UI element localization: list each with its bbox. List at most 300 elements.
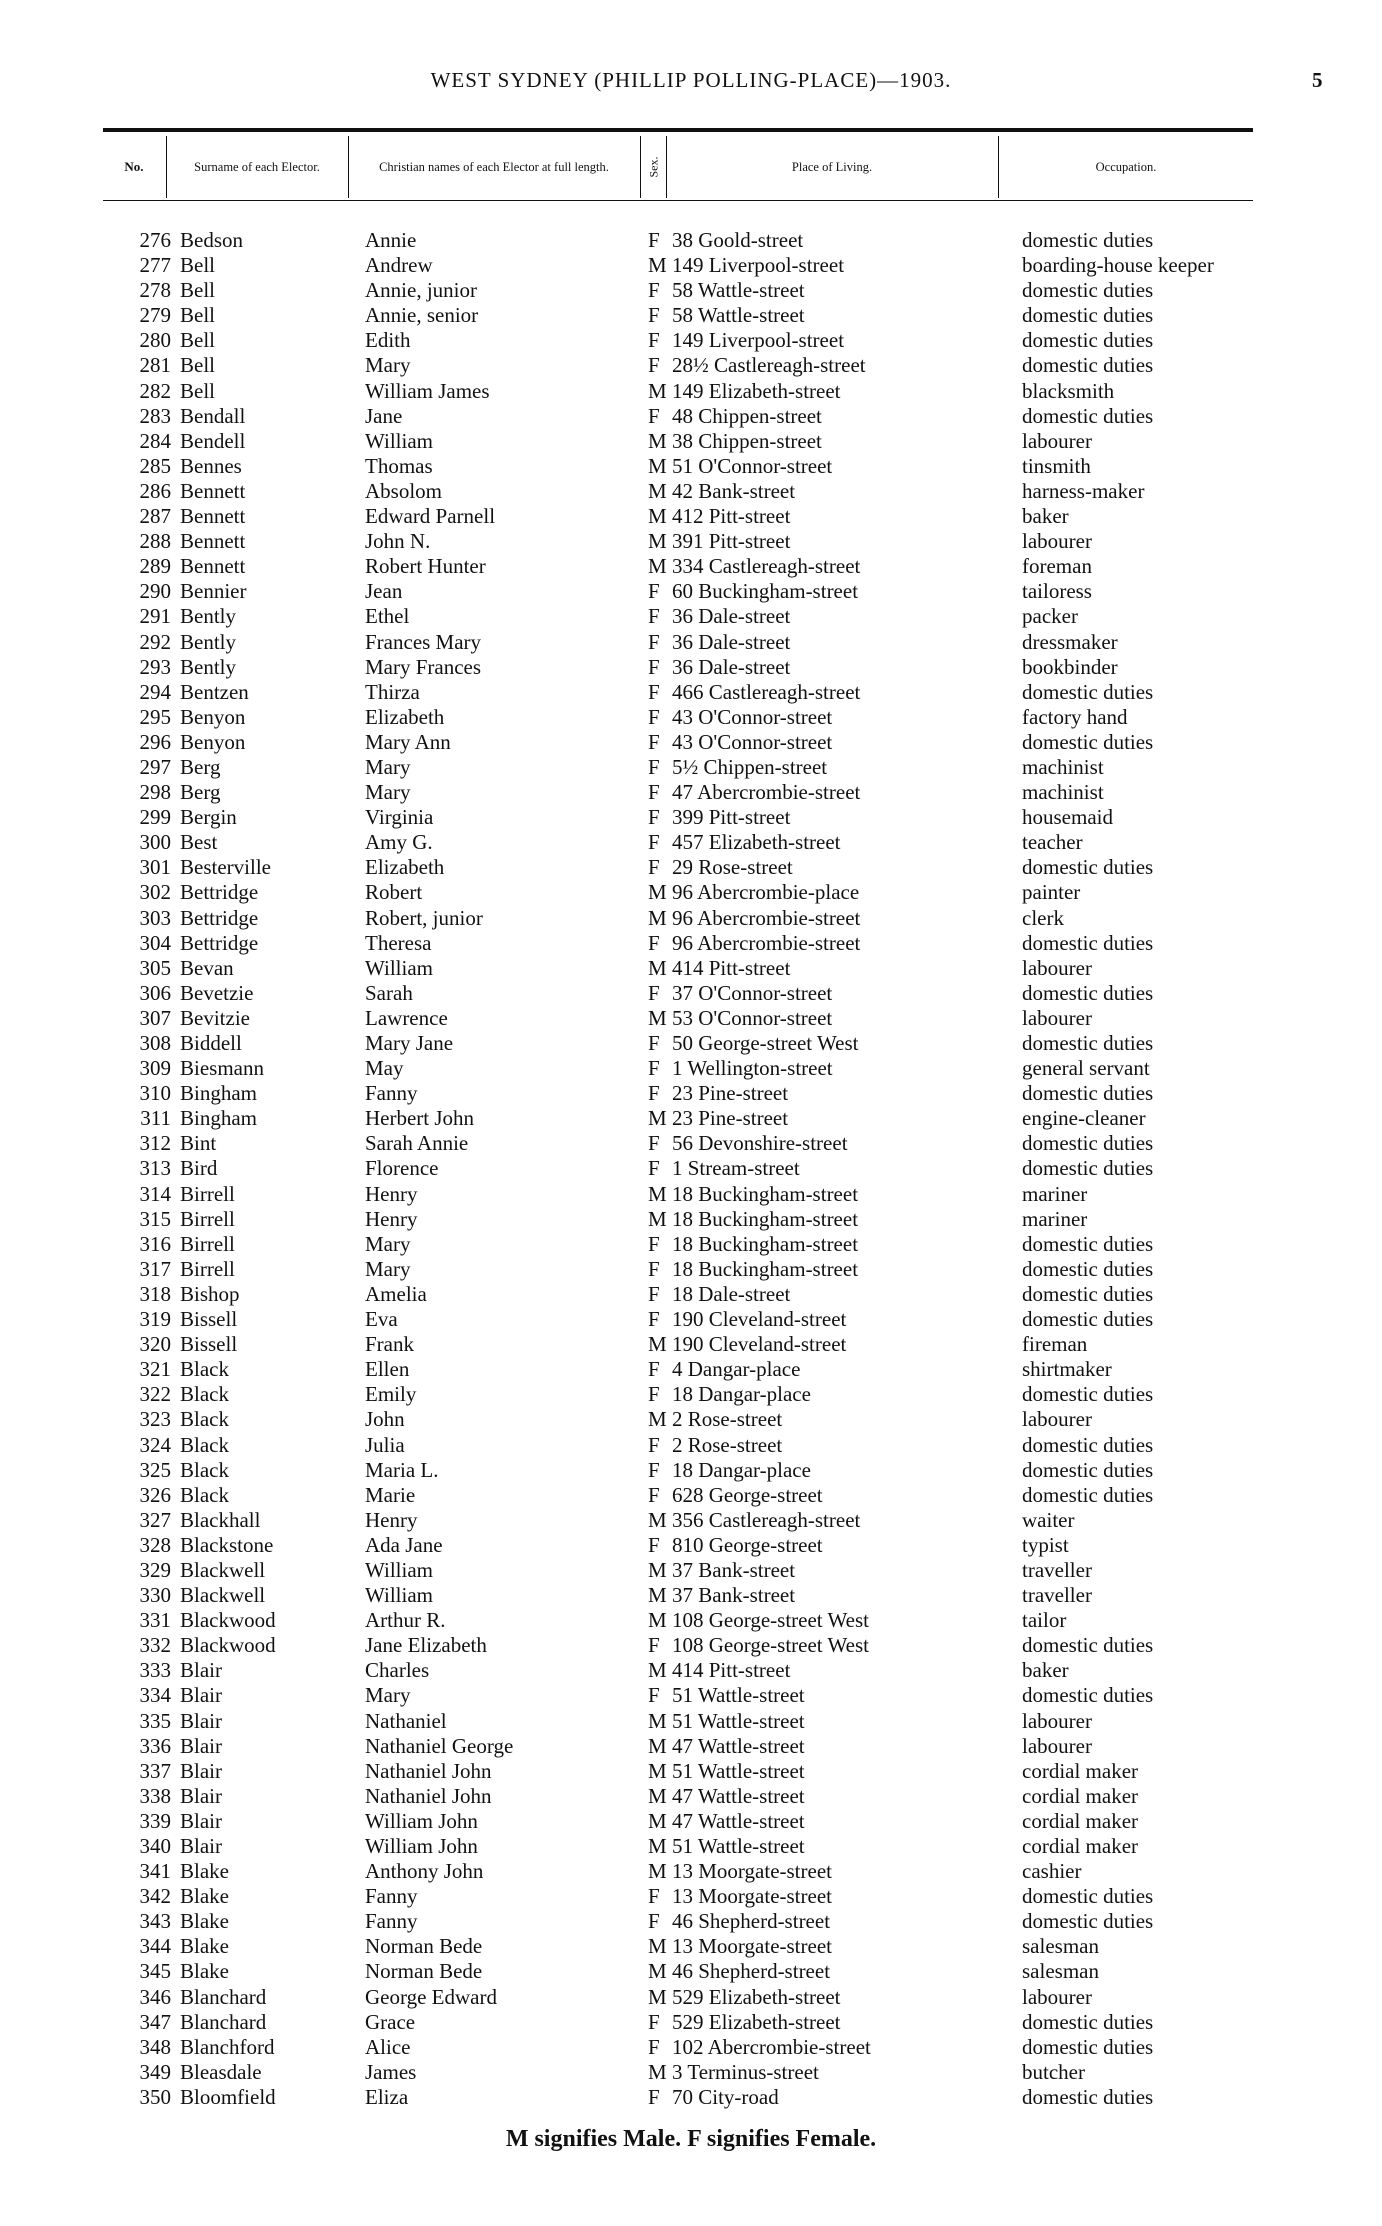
elector-occupation: labourer xyxy=(1022,1407,1092,1432)
elector-place-of-living: 37 O'Connor-street xyxy=(672,980,833,1005)
table-row xyxy=(0,931,1382,956)
table-row xyxy=(0,479,1382,504)
elector-sex: F xyxy=(648,353,660,378)
elector-number: 276 xyxy=(139,228,171,252)
column-header-occupation-label: Occupation. xyxy=(1095,160,1157,174)
table-row xyxy=(0,529,1382,554)
elector-christian-names: Frances Mary xyxy=(365,629,482,654)
elector-surname: Bingham xyxy=(180,1081,257,1106)
elector-surname: Bennes xyxy=(180,453,242,478)
elector-christian-names: William xyxy=(365,428,433,453)
elector-sex: M xyxy=(648,1733,667,1758)
elector-place-of-living: 48 Chippen-street xyxy=(672,403,822,428)
elector-number: 347 xyxy=(139,2009,171,2034)
elector-occupation: baker xyxy=(1022,504,1069,529)
elector-number: 342 xyxy=(139,1884,171,1909)
elector-occupation: general servant xyxy=(1022,1056,1150,1081)
elector-christian-names: Fanny xyxy=(365,1081,418,1106)
elector-place-of-living: 46 Shepherd-street xyxy=(672,1909,831,1934)
elector-place-of-living: 18 Dangar-place xyxy=(672,1382,811,1407)
elector-surname: Bell xyxy=(180,253,215,278)
elector-number: 332 xyxy=(139,1633,171,1658)
elector-christian-names: May xyxy=(365,1056,404,1081)
elector-christian-names: Nathaniel xyxy=(365,1708,447,1733)
elector-christian-names: Mary Jane xyxy=(365,1031,454,1055)
table-row xyxy=(0,1583,1382,1608)
elector-surname: Bennett xyxy=(180,554,246,579)
elector-number: 286 xyxy=(139,478,171,503)
elector-occupation: domestic duties xyxy=(1022,679,1154,704)
table-row xyxy=(0,1809,1382,1834)
elector-number: 326 xyxy=(139,1482,171,1507)
elector-occupation: domestic duties xyxy=(1022,2034,1154,2059)
elector-surname: Bently xyxy=(180,629,236,654)
elector-place-of-living: 190 Cleveland-street xyxy=(672,1307,847,1332)
elector-surname: Bettridge xyxy=(180,880,259,905)
table-row xyxy=(0,1959,1382,1984)
elector-christian-names: Elizabeth xyxy=(365,855,445,880)
elector-surname: Blair xyxy=(180,1733,222,1758)
elector-christian-names: Annie, senior xyxy=(365,303,479,328)
elector-sex: F xyxy=(648,1031,660,1055)
elector-surname: Berg xyxy=(180,780,221,805)
elector-sex: F xyxy=(648,679,660,704)
elector-occupation: cordial maker xyxy=(1022,1834,1139,1858)
elector-number: 350 xyxy=(139,2084,171,2109)
table-row xyxy=(0,1834,1382,1859)
elector-place-of-living: 1 Stream-street xyxy=(672,1156,800,1181)
elector-sex: F xyxy=(648,629,660,654)
elector-surname: Birrell xyxy=(180,1231,235,1256)
elector-place-of-living: 5½ Chippen-street xyxy=(672,754,828,779)
elector-number: 297 xyxy=(139,754,171,779)
elector-sex: M xyxy=(648,253,667,278)
elector-place-of-living: 18 Buckingham-street xyxy=(672,1256,859,1281)
elector-christian-names: Sarah xyxy=(365,980,413,1005)
elector-occupation: housemaid xyxy=(1022,805,1113,830)
elector-christian-names: Maria L. xyxy=(365,1457,439,1482)
table-row xyxy=(0,1934,1382,1959)
elector-occupation: bookbinder xyxy=(1022,654,1118,679)
elector-christian-names: Mary Frances xyxy=(365,654,482,679)
elector-surname: Black xyxy=(180,1357,229,1382)
elector-occupation: domestic duties xyxy=(1022,1482,1154,1507)
column-header-no xyxy=(103,136,165,198)
elector-occupation: engine-cleaner xyxy=(1022,1106,1146,1131)
elector-occupation: domestic duties xyxy=(1022,1131,1154,1156)
elector-place-of-living: 29 Rose-street xyxy=(672,855,793,880)
table-row xyxy=(0,2085,1382,2110)
elector-occupation: machinist xyxy=(1022,780,1104,805)
table-row xyxy=(0,1106,1382,1131)
elector-sex: F xyxy=(648,1382,660,1407)
elector-place-of-living: 51 Wattle-street xyxy=(672,1758,805,1783)
elector-occupation: tailoress xyxy=(1022,579,1092,604)
table-row xyxy=(0,1608,1382,1633)
elector-sex: M xyxy=(648,1206,667,1231)
elector-place-of-living: 96 Abercrombie-street xyxy=(672,930,861,955)
elector-number: 317 xyxy=(139,1256,171,1281)
elector-sex: F xyxy=(648,2034,660,2059)
elector-christian-names: Amelia xyxy=(365,1281,427,1306)
table-row xyxy=(0,805,1382,830)
elector-sex: M xyxy=(648,1332,667,1357)
elector-sex: F xyxy=(648,1307,660,1332)
table-row xyxy=(0,554,1382,579)
elector-number: 295 xyxy=(139,704,171,729)
elector-sex: F xyxy=(648,1281,660,1306)
elector-christian-names: Charles xyxy=(365,1658,430,1683)
elector-christian-names: Ada Jane xyxy=(365,1532,443,1557)
column-header-christian-label: Christian names of each Elector at full length. xyxy=(379,160,609,174)
elector-number: 302 xyxy=(139,880,171,905)
elector-christian-names: Nathaniel John xyxy=(365,1758,492,1783)
elector-surname: Bell xyxy=(180,303,215,328)
elector-number: 305 xyxy=(139,955,171,980)
elector-sex: M xyxy=(648,1106,667,1131)
elector-number: 279 xyxy=(139,303,171,328)
elector-sex: F xyxy=(648,704,660,729)
elector-place-of-living: 38 Goold-street xyxy=(672,228,804,252)
elector-place-of-living: 356 Castlereagh-street xyxy=(672,1507,861,1532)
elector-christian-names: Herbert John xyxy=(365,1106,475,1131)
elector-place-of-living: 108 George-street West xyxy=(672,1608,869,1633)
column-header-place xyxy=(667,136,997,198)
elector-surname: Blake xyxy=(180,1884,229,1909)
elector-christian-names: Anthony John xyxy=(365,1859,484,1884)
elector-occupation: dressmaker xyxy=(1022,629,1118,654)
elector-sex: F xyxy=(648,1683,660,1708)
elector-christian-names: Mary Ann xyxy=(365,729,451,754)
elector-number: 323 xyxy=(139,1407,171,1432)
elector-number: 318 xyxy=(139,1281,171,1306)
elector-occupation: cordial maker xyxy=(1022,1783,1139,1808)
elector-place-of-living: 46 Shepherd-street xyxy=(672,1959,831,1984)
elector-surname: Bentzen xyxy=(180,679,249,704)
elector-christian-names: Sarah Annie xyxy=(365,1131,469,1156)
elector-place-of-living: 18 Buckingham-street xyxy=(672,1231,859,1256)
elector-occupation: domestic duties xyxy=(1022,1884,1154,1909)
elector-surname: Blair xyxy=(180,1708,222,1733)
elector-sex: F xyxy=(648,303,660,328)
elector-surname: Bendell xyxy=(180,428,246,453)
elector-number: 292 xyxy=(139,629,171,654)
elector-surname: Blair xyxy=(180,1834,222,1858)
table-row xyxy=(0,1759,1382,1784)
elector-occupation: domestic duties xyxy=(1022,1156,1154,1181)
elector-sex: M xyxy=(648,1181,667,1206)
elector-surname: Bettridge xyxy=(180,905,259,930)
elector-christian-names: Theresa xyxy=(365,930,432,955)
elector-surname: Besterville xyxy=(180,855,271,880)
elector-surname: Blanchard xyxy=(180,2009,267,2034)
table-row xyxy=(0,780,1382,805)
elector-place-of-living: 51 Wattle-street xyxy=(672,1834,805,1858)
elector-surname: Blair xyxy=(180,1683,222,1708)
elector-occupation: domestic duties xyxy=(1022,980,1154,1005)
elector-occupation: teacher xyxy=(1022,830,1083,855)
elector-place-of-living: 334 Castlereagh-street xyxy=(672,554,861,579)
header-bottom-rule xyxy=(103,200,1253,201)
elector-christian-names: Marie xyxy=(365,1482,416,1507)
elector-number: 296 xyxy=(139,729,171,754)
elector-surname: Bennett xyxy=(180,529,246,554)
elector-christian-names: Lawrence xyxy=(365,1005,448,1030)
elector-number: 329 xyxy=(139,1557,171,1582)
elector-place-of-living: 399 Pitt-street xyxy=(672,805,791,830)
column-header-place-label: Place of Living. xyxy=(791,160,873,174)
table-row xyxy=(0,1985,1382,2010)
elector-christian-names: Eva xyxy=(365,1307,398,1332)
elector-surname: Bell xyxy=(180,353,215,378)
elector-sex: F xyxy=(648,754,660,779)
elector-place-of-living: 466 Castlereagh-street xyxy=(672,679,861,704)
elector-surname: Blake xyxy=(180,1909,229,1934)
table-row xyxy=(0,880,1382,905)
elector-place-of-living: 13 Moorgate-street xyxy=(672,1859,832,1884)
elector-place-of-living: 47 Abercrombie-street xyxy=(672,780,861,805)
elector-number: 312 xyxy=(139,1131,171,1156)
elector-number: 304 xyxy=(139,930,171,955)
elector-occupation: domestic duties xyxy=(1022,1281,1154,1306)
elector-occupation: mariner xyxy=(1022,1181,1088,1206)
table-row xyxy=(0,1332,1382,1357)
elector-christian-names: Jean xyxy=(365,579,403,604)
elector-surname: Blake xyxy=(180,1959,229,1984)
table-row xyxy=(0,981,1382,1006)
elector-occupation: labourer xyxy=(1022,529,1092,554)
elector-christian-names: Mary xyxy=(365,1683,411,1708)
elector-number: 325 xyxy=(139,1457,171,1482)
elector-sex: M xyxy=(648,2059,667,2084)
elector-sex: F xyxy=(648,1156,660,1181)
table-row xyxy=(0,1784,1382,1809)
elector-christian-names: Ellen xyxy=(365,1357,410,1382)
elector-surname: Black xyxy=(180,1382,229,1407)
table-row xyxy=(0,1006,1382,1031)
elector-place-of-living: 43 O'Connor-street xyxy=(672,704,833,729)
elector-occupation: domestic duties xyxy=(1022,303,1154,328)
elector-occupation: baker xyxy=(1022,1658,1069,1683)
elector-place-of-living: 13 Moorgate-street xyxy=(672,1934,832,1959)
elector-surname: Bingham xyxy=(180,1106,257,1131)
elector-christian-names: Robert, junior xyxy=(365,905,483,930)
elector-surname: Bevitzie xyxy=(180,1005,250,1030)
elector-occupation: butcher xyxy=(1022,2059,1085,2084)
elector-sex: M xyxy=(648,1984,667,2009)
table-row xyxy=(0,1307,1382,1332)
elector-number: 336 xyxy=(139,1733,171,1758)
elector-surname: Bently xyxy=(180,604,236,629)
elector-christian-names: Julia xyxy=(365,1432,405,1457)
table-row xyxy=(0,328,1382,353)
elector-surname: Birrell xyxy=(180,1181,235,1206)
elector-place-of-living: 50 George-street West xyxy=(672,1031,859,1055)
elector-number: 330 xyxy=(139,1583,171,1608)
elector-number: 316 xyxy=(139,1231,171,1256)
elector-surname: Blackwell xyxy=(180,1583,266,1608)
elector-place-of-living: 414 Pitt-street xyxy=(672,1658,791,1683)
elector-place-of-living: 47 Wattle-street xyxy=(672,1733,805,1758)
elector-occupation: domestic duties xyxy=(1022,1382,1154,1407)
elector-number: 313 xyxy=(139,1156,171,1181)
elector-sex: F xyxy=(648,278,660,303)
elector-number: 290 xyxy=(139,579,171,604)
elector-surname: Bissell xyxy=(180,1307,238,1332)
column-header-surname-label: Surname of each Elector. xyxy=(194,160,320,174)
elector-christian-names: William John xyxy=(365,1834,478,1858)
elector-christian-names: Alice xyxy=(365,2034,411,2059)
elector-number: 306 xyxy=(139,980,171,1005)
page-number: 5 xyxy=(1312,68,1323,92)
elector-surname: Blackhall xyxy=(180,1507,261,1532)
elector-sex: F xyxy=(648,604,660,629)
elector-occupation: harness-maker xyxy=(1022,478,1145,503)
elector-place-of-living: 47 Wattle-street xyxy=(672,1808,805,1833)
elector-place-of-living: 58 Wattle-street xyxy=(672,303,805,328)
elector-sex: F xyxy=(648,1231,660,1256)
elector-number: 349 xyxy=(139,2059,171,2084)
table-row xyxy=(0,1633,1382,1658)
table-row xyxy=(0,1282,1382,1307)
elector-number: 338 xyxy=(139,1783,171,1808)
elector-christian-names: Florence xyxy=(365,1156,439,1181)
elector-number: 320 xyxy=(139,1332,171,1357)
elector-surname: Bently xyxy=(180,654,236,679)
elector-christian-names: William xyxy=(365,1557,433,1582)
table-row xyxy=(0,1131,1382,1156)
elector-surname: Blair xyxy=(180,1658,222,1683)
elector-christian-names: Nathaniel George xyxy=(365,1733,514,1758)
elector-surname: Bennett xyxy=(180,478,246,503)
elector-occupation: domestic duties xyxy=(1022,2009,1154,2034)
elector-surname: Bergin xyxy=(180,805,237,830)
elector-surname: Black xyxy=(180,1457,229,1482)
elector-sex: F xyxy=(648,654,660,679)
elector-christian-names: Mary xyxy=(365,353,411,378)
elector-occupation: tailor xyxy=(1022,1608,1067,1633)
elector-christian-names: Andrew xyxy=(365,253,433,278)
table-row xyxy=(0,1081,1382,1106)
elector-occupation: labourer xyxy=(1022,428,1092,453)
elector-number: 303 xyxy=(139,905,171,930)
table-row xyxy=(0,429,1382,454)
elector-christian-names: Robert Hunter xyxy=(365,554,486,579)
table-row xyxy=(0,1483,1382,1508)
elector-number: 282 xyxy=(139,378,171,403)
elector-occupation: domestic duties xyxy=(1022,1256,1154,1281)
elector-place-of-living: 37 Bank-street xyxy=(672,1583,796,1608)
elector-place-of-living: 96 Abercrombie-place xyxy=(672,880,860,905)
table-row xyxy=(0,1182,1382,1207)
elector-surname: Birrell xyxy=(180,1256,235,1281)
elector-sex: F xyxy=(648,855,660,880)
elector-occupation: boarding-house keeper xyxy=(1022,253,1214,278)
elector-sex: F xyxy=(648,579,660,604)
elector-number: 298 xyxy=(139,780,171,805)
elector-surname: Bird xyxy=(180,1156,218,1181)
elector-sex: M xyxy=(648,478,667,503)
table-row xyxy=(0,1508,1382,1533)
elector-number: 328 xyxy=(139,1532,171,1557)
elector-christian-names: Jane Elizabeth xyxy=(365,1633,487,1658)
elector-sex: M xyxy=(648,1808,667,1833)
elector-surname: Bennett xyxy=(180,504,246,529)
elector-number: 309 xyxy=(139,1056,171,1081)
table-row xyxy=(0,303,1382,328)
table-row xyxy=(0,680,1382,705)
table-row xyxy=(0,2035,1382,2060)
elector-occupation: domestic duties xyxy=(1022,1432,1154,1457)
elector-surname: Bevetzie xyxy=(180,980,254,1005)
elector-christian-names: Robert xyxy=(365,880,423,905)
elector-sex: F xyxy=(648,1884,660,1909)
elector-occupation: clerk xyxy=(1022,905,1064,930)
elector-surname: Bendall xyxy=(180,403,246,428)
elector-christian-names: Thirza xyxy=(365,679,420,704)
elector-sex: F xyxy=(648,328,660,353)
elector-surname: Bloomfield xyxy=(180,2084,276,2109)
elector-occupation: labourer xyxy=(1022,1984,1092,2009)
elector-sex: F xyxy=(648,2009,660,2034)
elector-number: 321 xyxy=(139,1357,171,1382)
table-row xyxy=(0,1709,1382,1734)
elector-place-of-living: 2 Rose-street xyxy=(672,1432,783,1457)
elector-sex: F xyxy=(648,1482,660,1507)
elector-occupation: salesman xyxy=(1022,1959,1099,1984)
elector-occupation: cordial maker xyxy=(1022,1758,1139,1783)
elector-place-of-living: 56 Devonshire-street xyxy=(672,1131,848,1156)
elector-sex: M xyxy=(648,905,667,930)
elector-occupation: blacksmith xyxy=(1022,378,1115,403)
elector-occupation: machinist xyxy=(1022,754,1104,779)
elector-place-of-living: 51 Wattle-street xyxy=(672,1708,805,1733)
elector-surname: Blake xyxy=(180,1859,229,1884)
table-row xyxy=(0,1232,1382,1257)
column-divider xyxy=(166,136,167,198)
table-row xyxy=(0,1859,1382,1884)
elector-surname: Bettridge xyxy=(180,930,259,955)
elector-number: 299 xyxy=(139,805,171,830)
elector-place-of-living: 53 O'Connor-street xyxy=(672,1005,833,1030)
elector-surname: Black xyxy=(180,1482,229,1507)
elector-sex: M xyxy=(648,1783,667,1808)
table-row xyxy=(0,655,1382,680)
elector-sex: F xyxy=(648,1056,660,1081)
elector-surname: Biesmann xyxy=(180,1056,264,1081)
elector-surname: Blair xyxy=(180,1783,222,1808)
table-row xyxy=(0,2060,1382,2085)
elector-occupation: traveller xyxy=(1022,1583,1092,1608)
elector-occupation: domestic duties xyxy=(1022,729,1154,754)
elector-christian-names: Amy G. xyxy=(365,830,433,855)
elector-sex: M xyxy=(648,1608,667,1633)
elector-surname: Black xyxy=(180,1432,229,1457)
table-row xyxy=(0,855,1382,880)
elector-surname: Blake xyxy=(180,1934,229,1959)
elector-place-of-living: 2 Rose-street xyxy=(672,1407,783,1432)
elector-christian-names: Mary xyxy=(365,754,411,779)
elector-sex: F xyxy=(648,1532,660,1557)
elector-sex: F xyxy=(648,780,660,805)
elector-surname: Blair xyxy=(180,1758,222,1783)
elector-sex: M xyxy=(648,453,667,478)
elector-place-of-living: 42 Bank-street xyxy=(672,478,796,503)
elector-sex: M xyxy=(648,1834,667,1858)
table-row xyxy=(0,2010,1382,2035)
elector-christian-names: Virginia xyxy=(365,805,434,830)
elector-occupation: domestic duties xyxy=(1022,1231,1154,1256)
